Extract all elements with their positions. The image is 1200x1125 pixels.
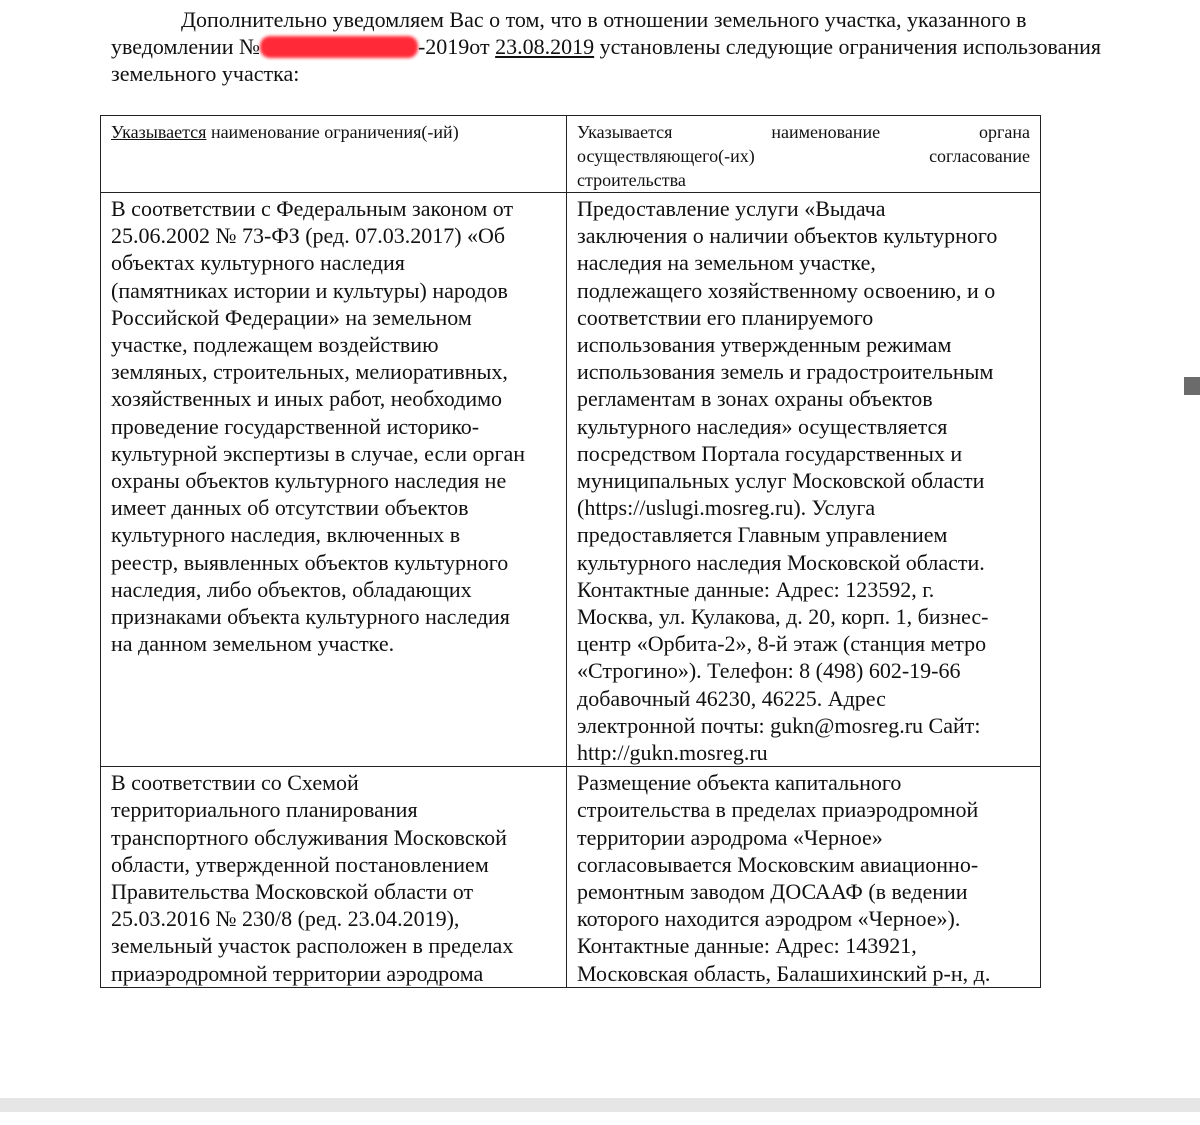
redaction-mark xyxy=(260,36,418,58)
intro-number-suffix: -2019от xyxy=(417,34,490,59)
intro-text-end: установлены следующие ограничения использования земельного участка: xyxy=(111,34,1101,86)
restrictions-table xyxy=(100,115,1041,988)
header-authority-line-2: осуществляющего(-их) согласование xyxy=(577,146,1030,166)
intro-paragraph xyxy=(111,6,1101,87)
authority-cell: Предоставление услуги «Выдача заключения о наличии объектов культурного наследия на земельном участке, подлежащего хозяйственному освоению, и о соответствии его планируемого использования утвержденным режимам использования земель и градостроительным регламентам в зонах охраны объектов культурного наследия» осуществляется посредством Портала государственных и муниципальных услуг Московской области (https://uslugi.mosreg.ru). Услуга предоставляется Главным управлением культурного наследия Московской области. Контактные данные: Адрес: 123592, г. Москва, ул. Кулакова, д. 20, корп. 1, бизнес- центр «Орбита-2», 8-й этаж (станция метро «Строгино»). Телефон: 8 (498) 602-19-66 добавочный 46230, 46225. Адрес электронной почты: gukn@mosreg.ru Сайт: http://gukn.mosreg.ru xyxy=(567,193,1041,767)
table-row xyxy=(101,193,1041,767)
header-restriction xyxy=(101,116,567,193)
horizontal-scrollbar[interactable] xyxy=(0,1098,1200,1112)
header-authority xyxy=(567,116,1041,193)
notice-date: 23.08.2019 xyxy=(495,34,595,59)
scrollbar-thumb[interactable] xyxy=(1184,377,1200,395)
header-restriction-rest: наименование ограничения(-ий) xyxy=(210,122,459,142)
table-row xyxy=(101,767,1041,988)
header-authority-line-3: строительства xyxy=(577,170,686,190)
table-header-row xyxy=(101,116,1041,193)
header-authority-line-1: Указывается наименование органа xyxy=(577,122,1030,142)
authority-cell: Размещение объекта капитального строительства в пределах приаэродромной территории аэродрома «Черное» согласовывается Московским авиационно- ремонтным заводом ДОСААФ (в ведении которого находится аэродром «Черное»). Контактные данные: Адрес: 143921, Московская область, Балашихинский р-н, д. xyxy=(567,767,1041,988)
header-restriction-underlined: Указывается xyxy=(111,122,207,142)
restriction-cell: В соответствии с Федеральным законом от 25.06.2002 № 73-ФЗ (ред. 07.03.2017) «Об объектах культурного наследия (памятниках истории и культуры) народов Российской Федерации» на земельном участке, подлежащем воздействию земляных, строительных, мелиоративных, хозяйственных и иных работ, необходимо проведение государственной историко- культурной экспертизы в случае, если орган охраны объектов культурного наследия не имеет данных об отсутствии объектов культурного наследия, включенных в реестр, выявленных объектов культурного наследия, либо объектов, обладающих признаками объекта культурного наследия на данном земельном участке. xyxy=(101,193,567,767)
intro-text-start: Дополнительно уведомляем Вас о том, что в отношении земельного участка, указанного в уведомлении № xyxy=(111,7,1027,59)
restriction-cell: В соответствии со Схемой территориального планирования транспортного обслуживания Московской области, утвержденной постановлением Правительства Московской области от 25.03.2016 № 230/8 (ред. 23.04.2019), земельный участок расположен в пределах приаэродромной территории аэродрома xyxy=(101,767,567,988)
